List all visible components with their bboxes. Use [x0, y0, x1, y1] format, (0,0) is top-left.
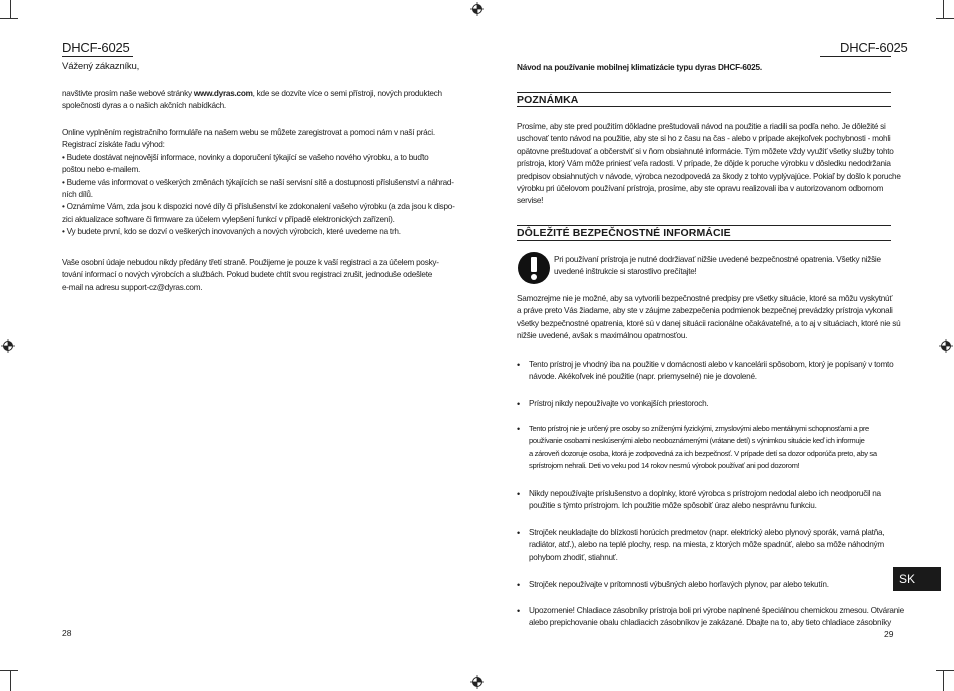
section-rule	[517, 225, 891, 226]
section-rule	[517, 240, 891, 241]
bullet-item: Strojček neukladajte do blízkosti horúcich predmetov (napr. elektrický alebo plynový sporák, varná platňa, radiátor, atď.), alebo na teplé plochy, resp. na miesta, z ktorých môže spadnúť, alebo sa môže náhodným pohybom zhodiť, stiahnuť.	[529, 528, 885, 562]
crop-mark	[943, 0, 944, 18]
left-page-header: DHCF-6025	[62, 40, 130, 55]
bullet-item: Nikdy nepoužívajte príslušenstvo a doplnky, ktoré výrobca s prístrojom nedodal alebo ich neodporučil na použitie s týmto prístrojom. Ich použitie môže spôsobiť úraz alebo nesprávnu funkciu.	[529, 489, 881, 511]
crop-mark	[0, 670, 18, 671]
bullet-item: Strojček nepoužívajte v prítomnosti výbušných alebo horľavých plynov, par alebo tekutín.	[529, 580, 829, 589]
right-page-header: DHCF-6025	[840, 40, 908, 55]
crop-mark	[10, 670, 11, 691]
bullet-item: Upozornenie! Chladiace zásobníky prístroja boli pri výrobe naplnené špeciálnou chemickou zmesou. Otváranie alebo prepichovanie obalu chladiacich zásobníkov je zakázané. Dbajte na to, aby tieto chladiace zásobníky	[529, 606, 904, 628]
section-title-note: POZNÁMKA	[517, 94, 579, 106]
bullet-symbol: •	[517, 580, 521, 590]
bullet-symbol: •	[517, 606, 521, 616]
section-rule	[517, 92, 891, 93]
website-link[interactable]: www.dyras.com	[193, 89, 253, 98]
crop-mark	[10, 0, 11, 18]
right-header-rule	[820, 56, 891, 57]
left-header-rule	[62, 56, 133, 57]
left-para-website: navštivte prosím naše webové stránky www.dyras.com, kde se dozvíte více o semi přístroji, nových produktech společnosti dyras a o našich akčních nabídkách.	[62, 89, 442, 111]
language-tab: SK	[893, 567, 941, 591]
bullet-symbol: •	[517, 489, 521, 499]
bullet-symbol: •	[517, 528, 521, 538]
bullet-symbol: •	[517, 399, 521, 409]
general-safety-paragraph: Samozrejme nie je možné, aby sa vytvorili bezpečnostné predpisy pre všetky situácie, ktoré sa môžu vyskytnúť a práve preto Vás žiadame, aby ste v záujme zabezpečenia podmienok bezpečnej prevádzky prístroja vykonali všetky bezpečnostné opatrenia, ktoré sú v danej situácii racionálne očakávateľné, a to aj v situáciach, ktoré nie sú nižšie uvedené, avšak s maximálnou opatrnosťou.	[517, 294, 901, 341]
bullet-symbol: •	[517, 360, 521, 370]
section-rule	[517, 106, 891, 107]
registration-mark-icon	[470, 2, 484, 16]
left-para-privacy: Vaše osobní údaje nebudou nikdy předány třetí straně. Použijeme je pouze k vaší registraci a za účelem posky- tování informací o nových výrobcích a službách. Pokud budete chtít svou registraci zrušit, jednoduše odešlete e-mail na adresu support-cz@dyras.com.	[62, 258, 439, 292]
right-page-number: 29	[884, 629, 894, 639]
greeting: Vážený zákazníku,	[62, 61, 140, 72]
bullet-item: Prístroj nikdy nepoužívajte vo vonkajších priestoroch.	[529, 399, 709, 408]
left-para-registration: Online vyplněním registračního formuláře na našem webu se můžete zaregistrovat a pomoci nám v naší práci. Registrací získáte řadu výhod: • Budete dostávat nejnovější informace, novinky a doporučení týkající se vašeho nového výrobku, a to buďto poštou nebo e-mailem. • Budeme vás informovat o veškerých změnách týkajících se naší servisní sítě a dostupnosti příslušenství a náhrad- ních dílů. • Oznámíme Vám, zda jsou k dispozici nové díly či příslušenství ke zdokonalení vašeho výrobku (a zda jsou k dispo- zici aktualizace software či firmware za účelem vylepšení funkcí v případě elektronických zařízení). • Vy budete první, kdo se dozví o veškerých inovovaných a nových výrobcích, které uvedeme na trh.	[62, 128, 455, 237]
bullet-item: Tento prístroj nie je určený pre osoby so zníženými fyzickými, zmyslovými alebo mentálnymi schopnosťami a pre používanie osobami neskúsenými alebo neoboznámenými (vrátane detí) s výnimkou situácie keď ich informuje a zároveň dozoruje osoba, ktorá je zodpovedná za ich bezpečnosť. V prípade detí sa dozor odporúča preto, aby sa sprístrojom nehrali. Deti vo veku pod 14 rokov nesmú výrobok používať ani pod dozorom!	[529, 424, 877, 471]
bullet-item: Tento prístroj je vhodný iba na použitie v domácnosti alebo v kancelárii spôsobom, ktorý je popísaný v tomto návode. Akékoľvek iné použitie (napr. priemyselné) nie je dovolené.	[529, 360, 894, 382]
bullet-symbol: •	[517, 424, 521, 434]
warning-exclamation-icon	[517, 251, 551, 285]
intro-line: Návod na používanie mobilnej klimatizácie typu dyras DHCF-6025.	[517, 63, 762, 72]
registration-mark-icon	[1, 339, 15, 353]
crop-mark	[936, 18, 954, 19]
registration-mark-icon	[939, 339, 953, 353]
crop-mark	[943, 670, 944, 691]
section-title-safety: DÔLEŽITÉ BEZPEČNOSTNÉ INFORMÁCIE	[517, 227, 731, 239]
registration-mark-icon	[470, 675, 484, 689]
crop-mark	[936, 670, 954, 671]
left-page-number: 28	[62, 628, 72, 638]
note-paragraph: Prosíme, aby ste pred použitím dôkladne preštudovali návod na použitie a riadili sa podľa neho. Je dôležité si uschovať tento návod na použitie, aby ste si ho z času na čas - alebo v prípade akejkoľvek pochybnosti - mohli opätovne preštudovať a občerstviť si v ňom obsiahnuté informácie. Tým môžete vždy využiť všetky služby tohto prístroja, ktorý Vám môže priniesť veľa radosti. V prípade, že dôjde k poruche výrobku v dôsledku nedodržania predpisov obsiahnutých v návode, výrobca nezodpovedá za škody z tohto vyplývajúce. Pokiaľ by došlo k poruche výrobku pri účelovom používaní prístroja, prosíme, aby ste opravu realizovali iba v autorizovanom odbornom servise!	[517, 122, 901, 206]
crop-mark	[0, 18, 18, 19]
warning-text: Pri používaní prístroja je nutné dodržiavať nižšie uvedené bezpečnostné opatrenia. Všetky nižšie uvedené inštrukcie si starostlivo prečítajte!	[554, 255, 881, 277]
